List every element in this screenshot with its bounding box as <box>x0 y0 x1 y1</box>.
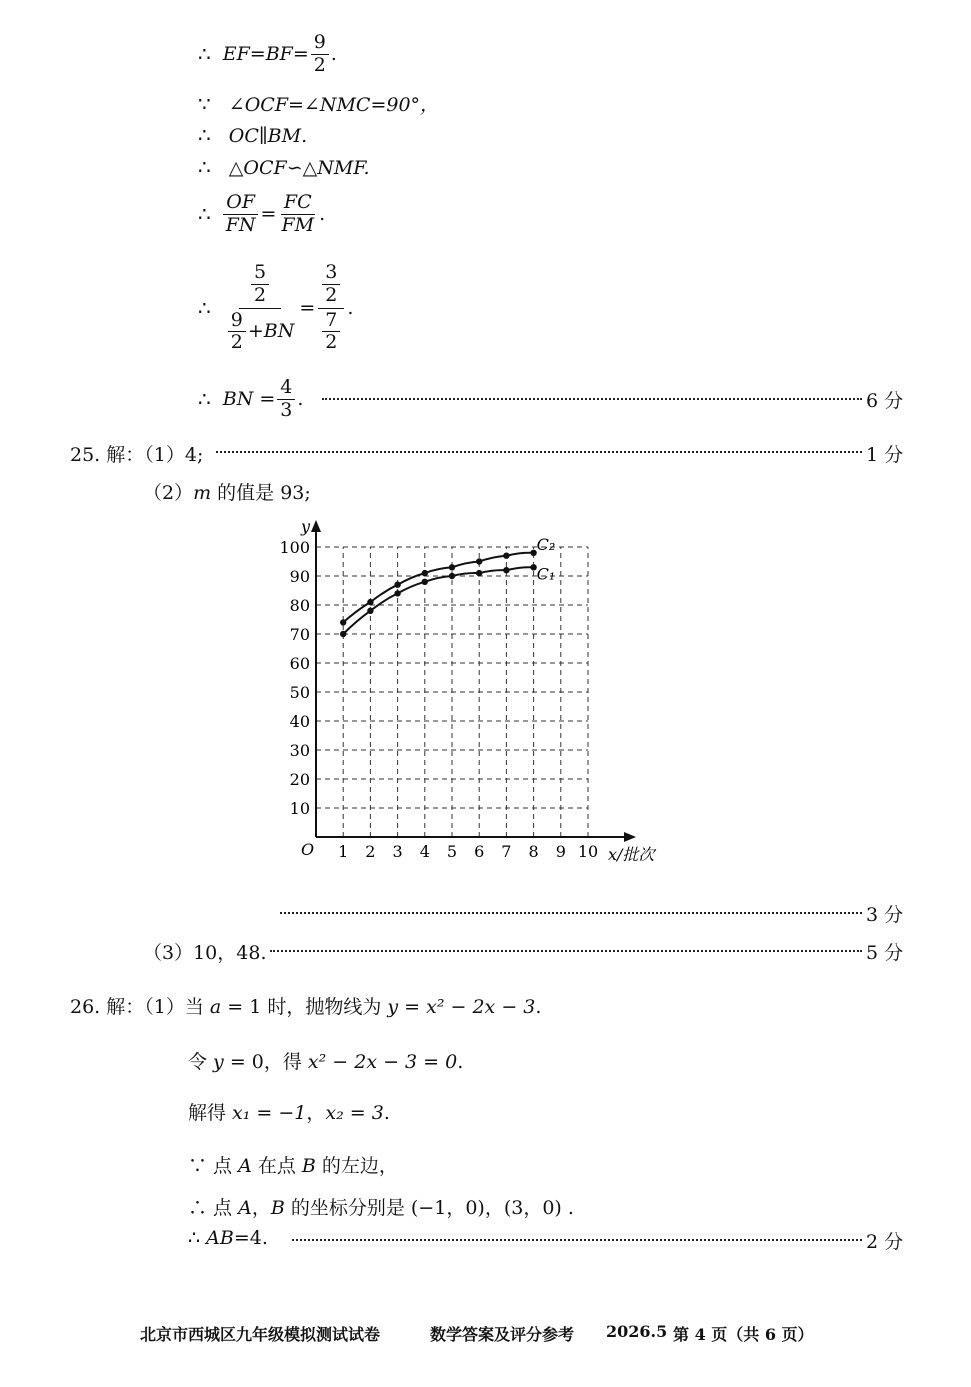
footer-page-number: 第 4 页（共 6 页） <box>673 1325 814 1344</box>
therefore-symbol: ∴ <box>198 155 211 179</box>
y-axis-arrow <box>311 520 321 532</box>
proof-line-3-text: OC∥BM. <box>228 125 308 147</box>
score-leader-dots <box>280 912 862 914</box>
x-tick-label: 1 <box>338 842 349 861</box>
x-tick-label: 3 <box>392 842 403 861</box>
data-point <box>394 590 400 596</box>
proof-line-2 <box>198 90 439 117</box>
q25-part-3: （3）10，48. <box>143 942 267 964</box>
proof-line-3 <box>198 123 307 147</box>
q26-line-6: ∴ AB=4. <box>188 1227 268 1249</box>
data-point <box>476 558 482 564</box>
data-point <box>394 582 400 588</box>
x-axis-label: x/批次 <box>608 845 655 864</box>
score-6: 6 分 <box>866 390 904 412</box>
proof-line-6: ∴ $\frac{5}{2}$ $\frac{9}{2}$ +BN = $\frac{\frac{3}{2}}{\frac{7}{2}}$ . <box>198 260 354 354</box>
data-point <box>367 599 373 605</box>
therefore-symbol: ∴ <box>198 42 211 66</box>
line-chart <box>270 512 670 872</box>
q26-line-2: 令 y = 0，得 x² − 2x − 3 = 0. <box>188 1051 464 1073</box>
x-tick-label: 2 <box>365 842 376 861</box>
proof-line-1-text: EF=BF= <box>222 43 309 65</box>
q25-part-2: （2）m 的值是 93; <box>143 482 311 504</box>
data-point <box>503 553 509 559</box>
x-tick-label: 6 <box>474 842 485 861</box>
score-1: 1 分 <box>866 444 904 466</box>
data-point <box>449 573 455 579</box>
proof-line-7-text: BN = <box>222 388 276 410</box>
q26-line-3: 解得 x₁ = −1，x₂ = 3. <box>188 1102 390 1124</box>
y-tick-label: 20 <box>289 770 310 789</box>
data-point <box>503 567 509 573</box>
score-5: 5 分 <box>866 942 904 964</box>
fraction-nine-halves: $\frac{9}{2}$ <box>311 33 329 76</box>
proof-line-5: ∴ $\frac{OF}{FN}$ = $\frac{FC}{FM}$ . <box>198 190 326 236</box>
y-tick-label: 30 <box>289 741 310 760</box>
y-tick-label: 80 <box>289 596 310 615</box>
data-point <box>340 631 346 637</box>
data-point <box>340 619 346 625</box>
proof-line-2-text: ∠OCF=∠NMC=90°， <box>228 94 440 116</box>
proof-line-7: ∴ BN = $\frac{4}{3}$ . <box>198 375 304 421</box>
score-leader-dots <box>270 950 862 952</box>
footer-subject: 数学答案及评分参考 <box>430 1325 575 1344</box>
score-leader-dots <box>292 1239 862 1241</box>
compound-fraction-left: $\frac{5}{2}$ $\frac{9}{2}$ +BN <box>223 263 298 354</box>
score-leader-dots <box>216 451 862 453</box>
q25-number: 25. 解： <box>70 444 145 466</box>
fraction-of-fn: $\frac{OF}{FN}$ <box>223 193 259 236</box>
fraction-four-thirds: $\frac{4}{3}$ <box>277 378 295 421</box>
q25-part-1: 25. 解：（1）4; <box>70 444 204 466</box>
score-3: 3 分 <box>866 904 904 926</box>
footer-date: 2026.5 <box>606 1322 668 1341</box>
data-point <box>449 564 455 570</box>
proof-line-4 <box>198 155 370 179</box>
score-leader-dots <box>322 398 862 400</box>
y-axis-label: y <box>301 517 311 536</box>
data-point <box>367 608 373 614</box>
q26-line-4: ∵ 点 A 在点 B 的左边， <box>188 1155 398 1177</box>
therefore-symbol: ∴ <box>198 123 211 147</box>
y-tick-label: 50 <box>289 683 310 702</box>
origin-label: O <box>301 840 315 859</box>
fraction-fc-fm: $\frac{FC}{FM}$ <box>281 190 315 236</box>
x-tick-label: 5 <box>446 842 458 861</box>
data-point <box>422 570 428 576</box>
proof-line-1: ∴ EF=BF= $\frac{9}{2}$ . <box>198 30 337 76</box>
data-point <box>422 579 428 585</box>
proof-line-4-text: △OCF∽△NMF. <box>228 157 370 179</box>
chart-tick-labels <box>279 538 598 861</box>
x-tick-label: 8 <box>528 842 539 861</box>
x-axis-arrow <box>624 832 636 842</box>
score-2: 2 分 <box>866 1231 904 1253</box>
therefore-symbol: ∴ <box>198 387 211 411</box>
q26-number: 26. 解： <box>70 996 145 1018</box>
because-symbol: ∵ <box>198 92 211 116</box>
y-tick-label: 40 <box>289 712 310 731</box>
series-label: C₂ <box>536 534 556 554</box>
compound-fraction-right: $\frac{\frac{3}{2}}{\frac{7}{2}}$ <box>317 263 345 354</box>
footer-exam-title: 北京市西城区九年级模拟测试试卷 <box>140 1325 381 1344</box>
x-tick-label: 7 <box>501 842 512 861</box>
chart-series <box>340 535 555 637</box>
x-tick-label: 9 <box>555 842 566 861</box>
x-tick-label: 10 <box>577 842 599 861</box>
chart-grid <box>316 547 588 837</box>
y-tick-label: 60 <box>289 654 310 673</box>
chart-axes <box>311 520 636 842</box>
y-tick-label: 90 <box>289 567 310 586</box>
therefore-symbol: ∴ <box>198 202 211 226</box>
y-tick-label: 100 <box>279 538 310 557</box>
series-label: C₁ <box>536 564 556 584</box>
x-tick-label: 4 <box>419 842 430 861</box>
y-tick-label: 10 <box>289 799 310 818</box>
y-tick-label: 70 <box>289 625 310 644</box>
therefore-symbol: ∴ <box>198 296 211 320</box>
q26-line-5: ∴ 点 A，B 的坐标分别是 (−1，0)，(3，0) . <box>188 1197 574 1219</box>
data-point <box>476 570 482 576</box>
q26-line-1: 26. 解：（1）当 a = 1 时，抛物线为 y = x² − 2x − 3. <box>70 996 542 1018</box>
